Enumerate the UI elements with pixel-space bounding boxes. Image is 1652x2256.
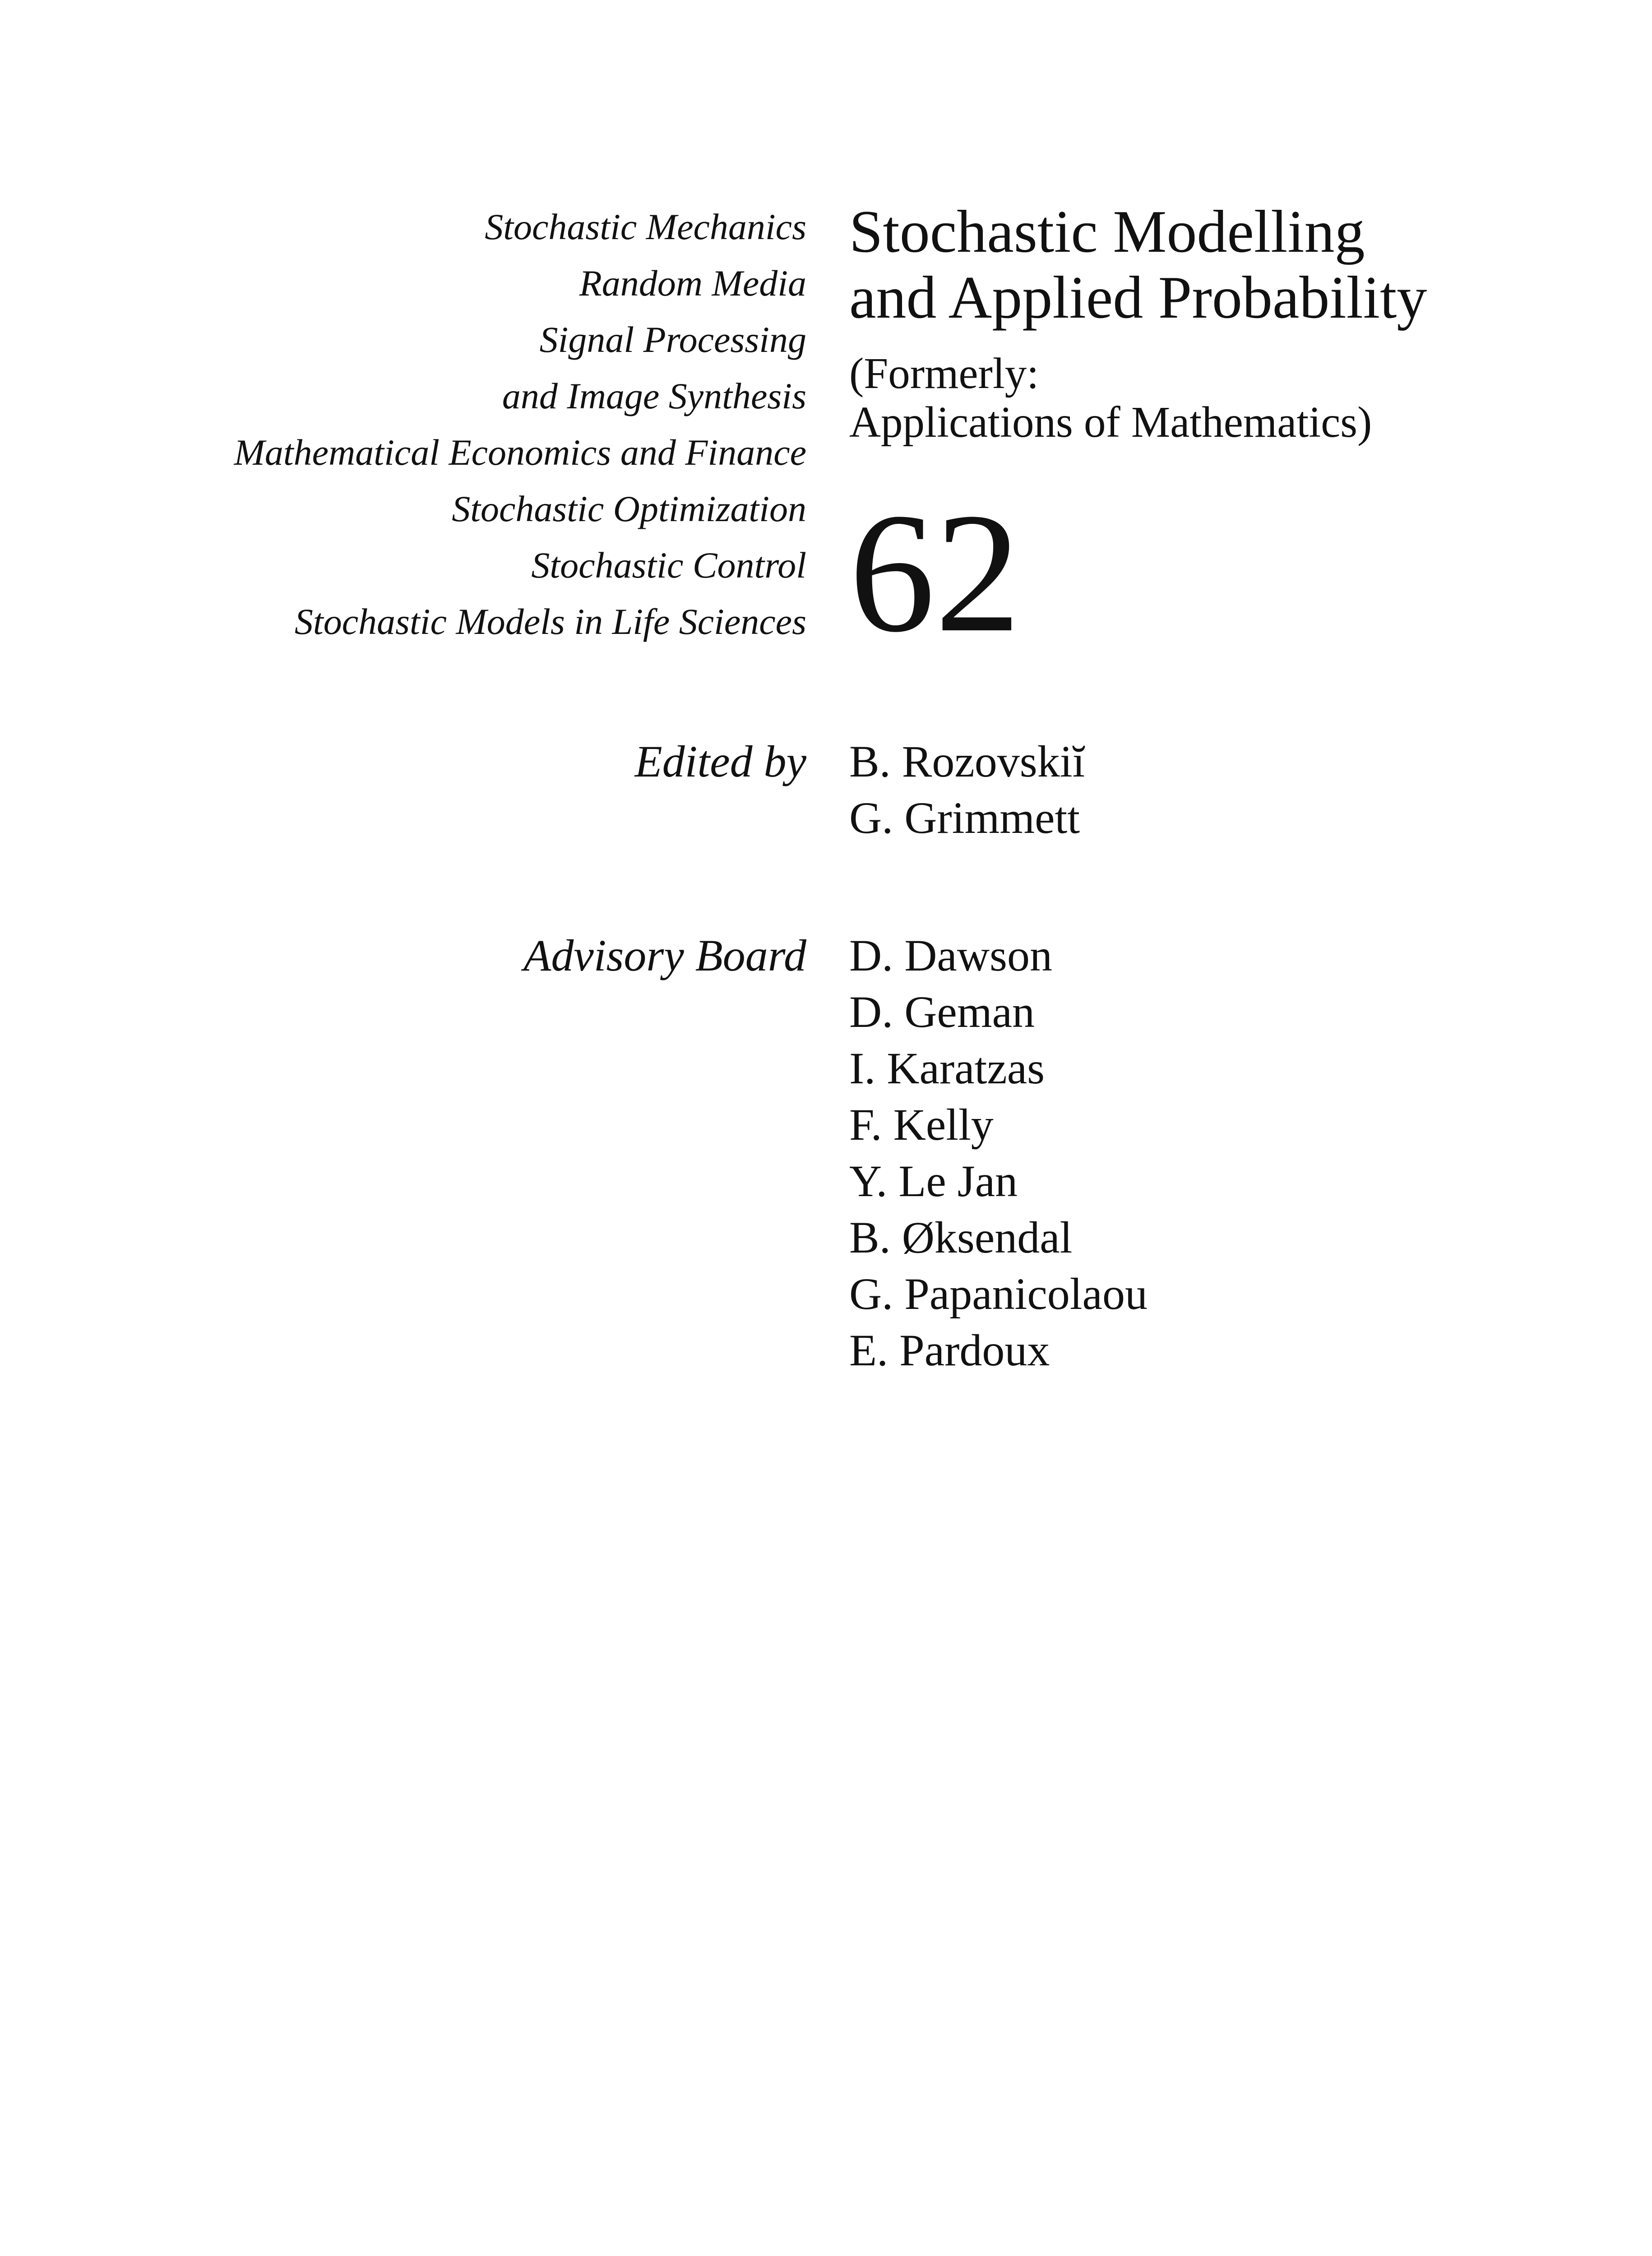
- series-heading: [849, 199, 1427, 447]
- series-topics-list: [234, 199, 806, 650]
- advisory-board-member: D. Geman: [849, 987, 1035, 1037]
- series-former-name-line: Applications of Mathematics): [849, 398, 1372, 446]
- volume-number: 62: [849, 478, 1021, 668]
- topic-item: Stochastic Mechanics: [485, 206, 806, 247]
- series-title-line: Stochastic Modelling: [849, 198, 1365, 265]
- advisory-board-member: F. Kelly: [849, 1100, 994, 1150]
- advisory-board-member: D. Dawson: [849, 930, 1052, 980]
- editor-name: G. Grimmett: [849, 793, 1080, 843]
- advisory-board-label: Advisory Board: [523, 930, 806, 980]
- topic-item: Stochastic Control: [531, 545, 806, 586]
- topic-item: Signal Processing: [539, 319, 806, 360]
- advisory-board-member: Y. Le Jan: [849, 1156, 1018, 1206]
- advisory-board-member: B. Øksendal: [849, 1212, 1073, 1262]
- advisory-board-member: E. Pardoux: [849, 1325, 1050, 1375]
- editors-list: [849, 733, 1085, 846]
- series-title-line: and Applied Probability: [849, 264, 1427, 331]
- advisory-board-member: G. Papanicolaou: [849, 1269, 1148, 1319]
- series-title: [849, 199, 1427, 330]
- topic-item: and Image Synthesis: [502, 375, 806, 416]
- series-former-name-line: (Formerly:: [849, 349, 1039, 398]
- advisory-board-list: [849, 927, 1148, 1378]
- editors-label: Edited by: [634, 736, 806, 786]
- topic-item: Mathematical Economics and Finance: [234, 432, 806, 473]
- series-former-name: [849, 349, 1427, 447]
- editor-name: B. Rozovskiĭ: [849, 736, 1085, 786]
- topic-item: Stochastic Optimization: [452, 488, 806, 529]
- topic-item: Random Media: [579, 263, 806, 304]
- advisory-board-member: I. Karatzas: [849, 1043, 1045, 1093]
- topic-item: Stochastic Models in Life Sciences: [294, 601, 806, 642]
